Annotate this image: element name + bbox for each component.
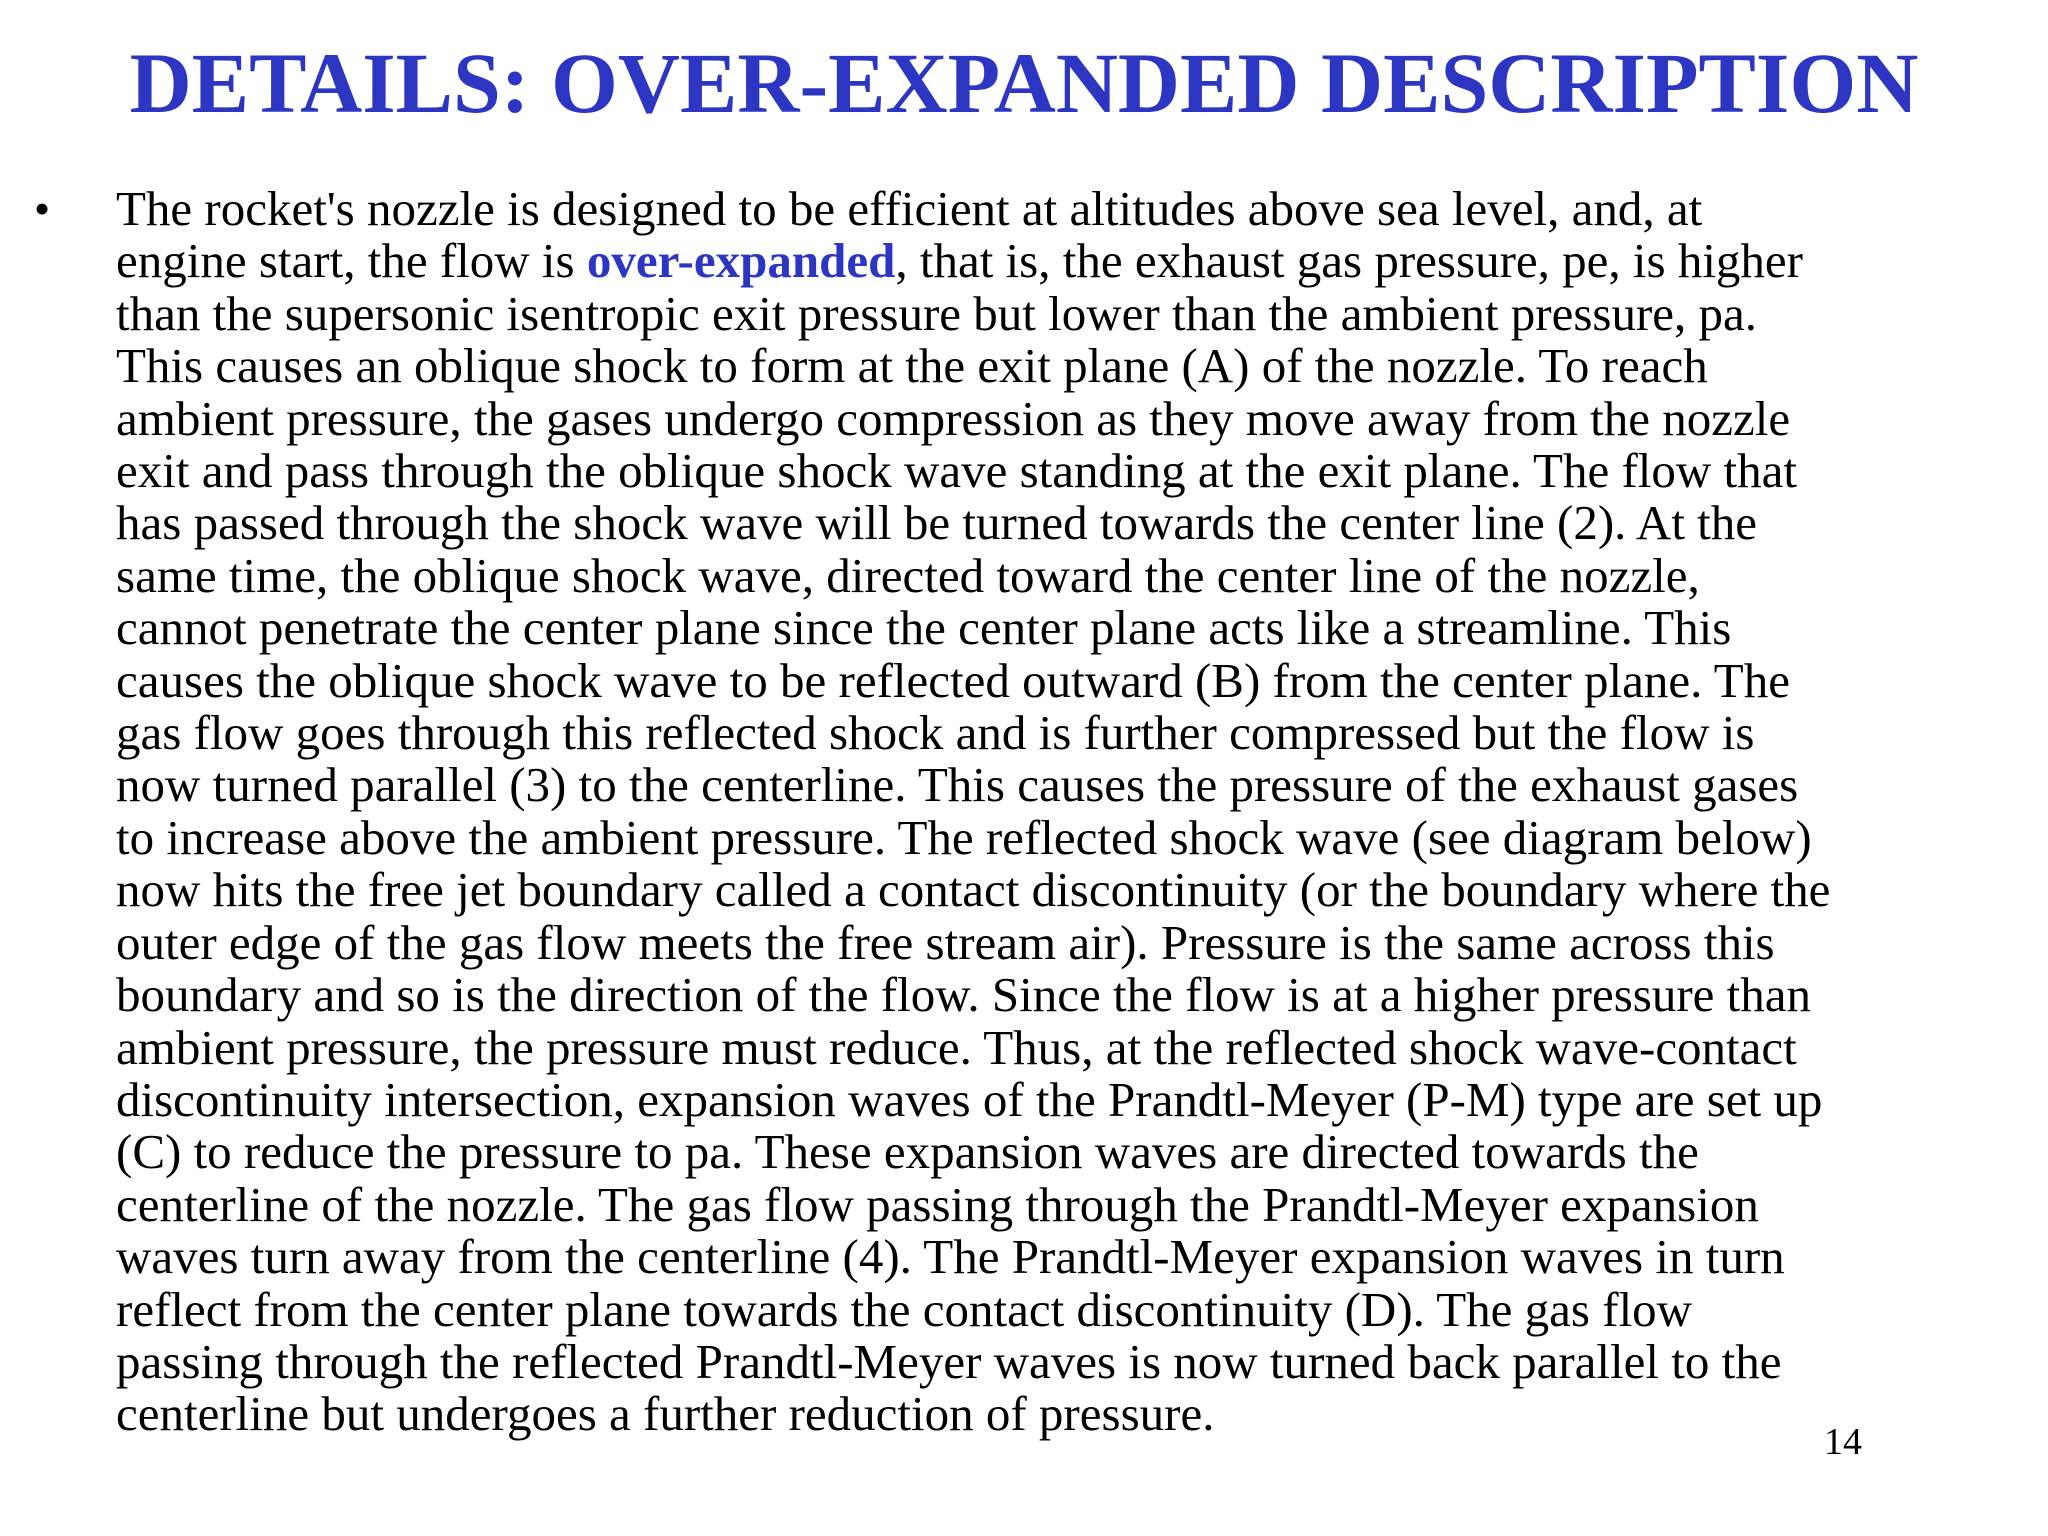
paragraph-line bbox=[116, 235, 2046, 287]
paragraph-text: engine start, the flow is bbox=[116, 233, 587, 289]
paragraph-line: same time, the oblique shock wave, directed toward the center line of the nozzle, bbox=[116, 547, 1700, 603]
paragraph-line: centerline of the nozzle. The gas flow passing through the Prandtl-Meyer expansion bbox=[116, 1176, 1759, 1232]
body-paragraph bbox=[116, 183, 2046, 1441]
paragraph-line: discontinuity intersection, expansion waves of the Prandtl-Meyer (P-M) type are set up bbox=[116, 1071, 1823, 1127]
paragraph-line: passing through the reflected Prandtl-Meyer waves is now turned back parallel to the bbox=[116, 1333, 1782, 1389]
slide-title: DETAILS: OVER-EXPANDED DESCRIPTION bbox=[129, 35, 1919, 131]
paragraph-line: causes the oblique shock wave to be reflected outward (B) from the center plane. The bbox=[116, 652, 1790, 708]
page-number: 14 bbox=[1824, 1421, 1862, 1463]
paragraph-line: now turned parallel (3) to the centerline. This causes the pressure of the exhaust gases bbox=[116, 757, 1799, 813]
paragraph-line: boundary and so is the direction of the flow. Since the flow is at a higher pressure than bbox=[116, 967, 1812, 1023]
bullet-marker: • bbox=[34, 183, 51, 234]
paragraph-line: reflect from the center plane towards the contact discontinuity (D). The gas flow bbox=[116, 1281, 1693, 1337]
paragraph-line: outer edge of the gas flow meets the free stream air). Pressure is the same across this bbox=[116, 914, 1775, 970]
paragraph-line: to increase above the ambient pressure. The reflected shock wave (see diagram below) bbox=[116, 809, 1812, 865]
paragraph-line: ambient pressure, the gases undergo compression as they move away from the nozzle bbox=[116, 390, 1791, 446]
paragraph-line: exit and pass through the oblique shock wave standing at the exit plane. The flow that bbox=[116, 443, 1798, 499]
paragraph-text: , that is, the exhaust gas pressure, pe, is higher bbox=[895, 233, 1803, 289]
paragraph-line: centerline but undergoes a further reduction of pressure. bbox=[116, 1386, 1215, 1442]
paragraph-line: The rocket's nozzle is designed to be efficient at altitudes above sea level, and, at bbox=[116, 181, 1703, 236]
paragraph-line: ambient pressure, the pressure must reduce. Thus, at the reflected shock wave-contact bbox=[116, 1019, 1797, 1075]
emphasized-term: over-expanded bbox=[586, 233, 896, 289]
paragraph-line: now hits the free jet boundary called a contact discontinuity (or the boundary where the bbox=[116, 862, 1831, 918]
paragraph-line: gas flow goes through this reflected shock and is further compressed but the flow is bbox=[116, 705, 1755, 761]
paragraph-line: waves turn away from the centerline (4). The Prandtl-Meyer expansion waves in turn bbox=[116, 1229, 1785, 1285]
paragraph-line: cannot penetrate the center plane since the center plane acts like a streamline. This bbox=[116, 600, 1732, 656]
paragraph-line: This causes an oblique shock to form at the exit plane (A) of the nozzle. To reach bbox=[116, 338, 1708, 394]
paragraph-line: (C) to reduce the pressure to pa. These expansion waves are directed towards the bbox=[116, 1124, 1699, 1180]
paragraph-line: has passed through the shock wave will be turned towards the center line (2). At the bbox=[116, 495, 1758, 551]
paragraph-line: than the supersonic isentropic exit pressure but lower than the ambient pressure, pa. bbox=[116, 285, 1758, 341]
